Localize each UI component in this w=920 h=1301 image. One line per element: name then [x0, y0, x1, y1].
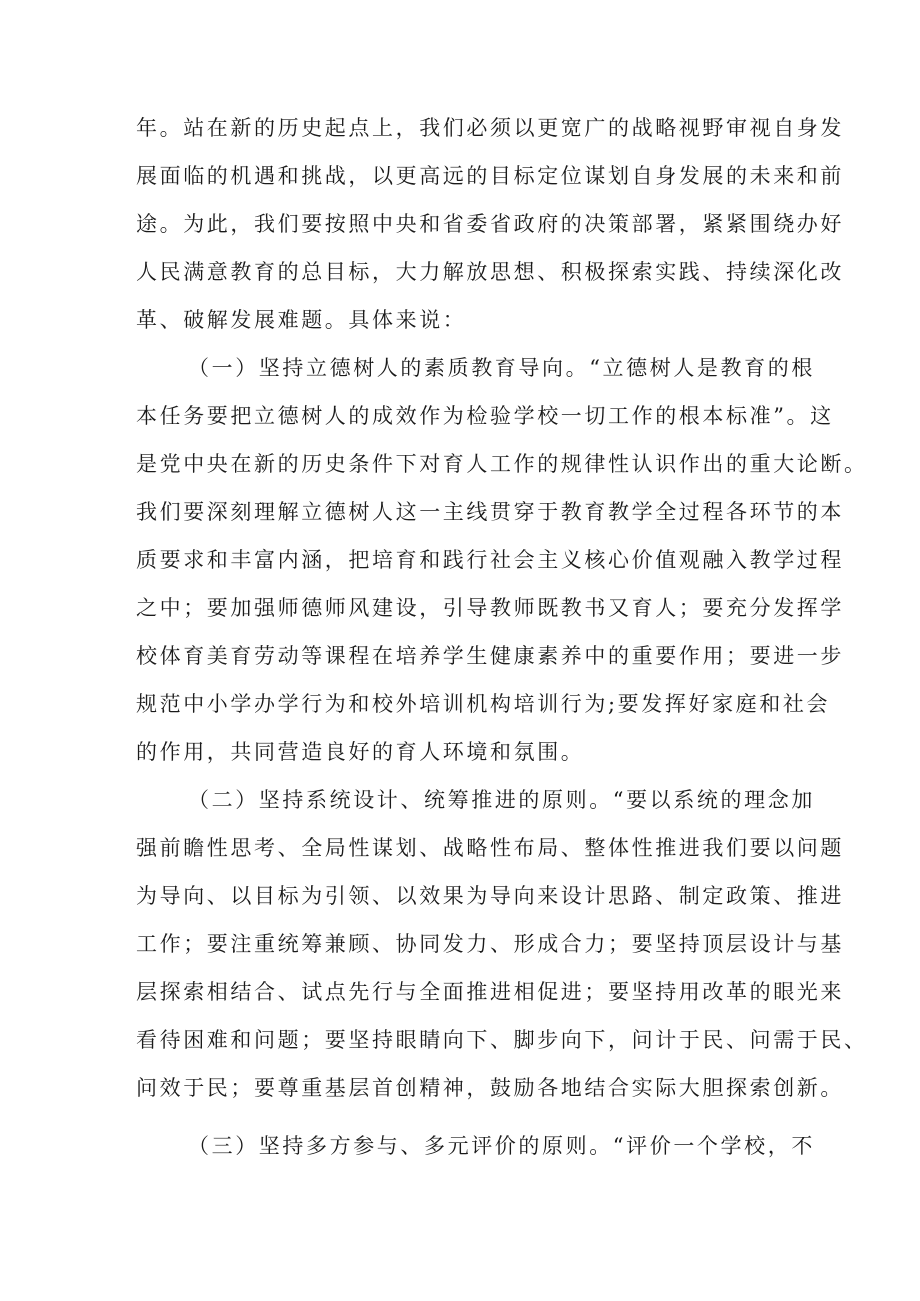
text-line: 途。为此，我们要按照中央和省委省政府的决策部署，紧紧围绕办好 — [136, 212, 844, 236]
text-line: 校体育美育劳动等课程在培养学生健康素养中的重要作用；要进一步 — [136, 644, 844, 668]
text-line: 是党中央在新的历史条件下对育人工作的规律性认识作出的重大论断。 — [136, 452, 868, 476]
text-line: 质要求和丰富内涵，把培育和践行社会主义核心价值观融入教学过程 — [136, 548, 844, 572]
text-line: 工作；要注重统筹兼顾、协同发力、形成合力；要坚持顶层设计与基 — [136, 932, 844, 956]
text-line: 看待困难和问题；要坚持眼睛向下、脚步向下，问计于民、问需于民、 — [136, 1028, 868, 1052]
text-line: 问效于民；要尊重基层首创精神，鼓励各地结合实际大胆探索创新。 — [136, 1076, 844, 1100]
text-line: 年。站在新的历史起点上，我们必须以更宽广的战略视野审视自身发 — [136, 116, 844, 140]
text-line: 规范中小学办学行为和校外培训机构培训行为;要发挥好家庭和社会 — [136, 692, 831, 716]
text-line: 人民满意教育的总目标，大力解放思想、积极探索实践、持续深化改 — [136, 260, 844, 284]
text-line: 我们要深刻理解立德树人这一主线贯穿于教育教学全过程各环节的本 — [136, 500, 844, 524]
section-heading-two: （二）坚持系统设计、统筹推进的原则。“要以系统的理念加 — [188, 788, 815, 812]
text-line: 展面临的机遇和挑战，以更高远的目标定位谋划自身发展的未来和前 — [136, 164, 844, 188]
text-line: 为导向、以目标为引领、以效果为导向来设计思路、制定政策、推进 — [136, 884, 844, 908]
section-heading-three: （三）坚持多方参与、多元评价的原则。“评价一个学校，不 — [188, 1134, 815, 1158]
text-line: 强前瞻性思考、全局性谋划、战略性布局、整体性推进我们要以问题 — [136, 836, 844, 860]
text-line: 本任务要把立德树人的成效作为检验学校一切工作的根本标准”。这 — [136, 404, 834, 428]
text-line: 的作用，共同营造良好的育人环境和氛围。 — [136, 740, 585, 764]
section-heading-one: （一）坚持立德树人的素质教育导向。“立德树人是教育的根 — [188, 356, 815, 380]
text-line: 之中；要加强师德师风建设，引导教师既教书又育人；要充分发挥学 — [136, 596, 844, 620]
text-line: 层探索相结合、试点先行与全面推进相促进；要坚持用改革的眼光来 — [136, 980, 844, 1004]
text-line: 革、破解发展难题。具体来说： — [136, 308, 467, 332]
